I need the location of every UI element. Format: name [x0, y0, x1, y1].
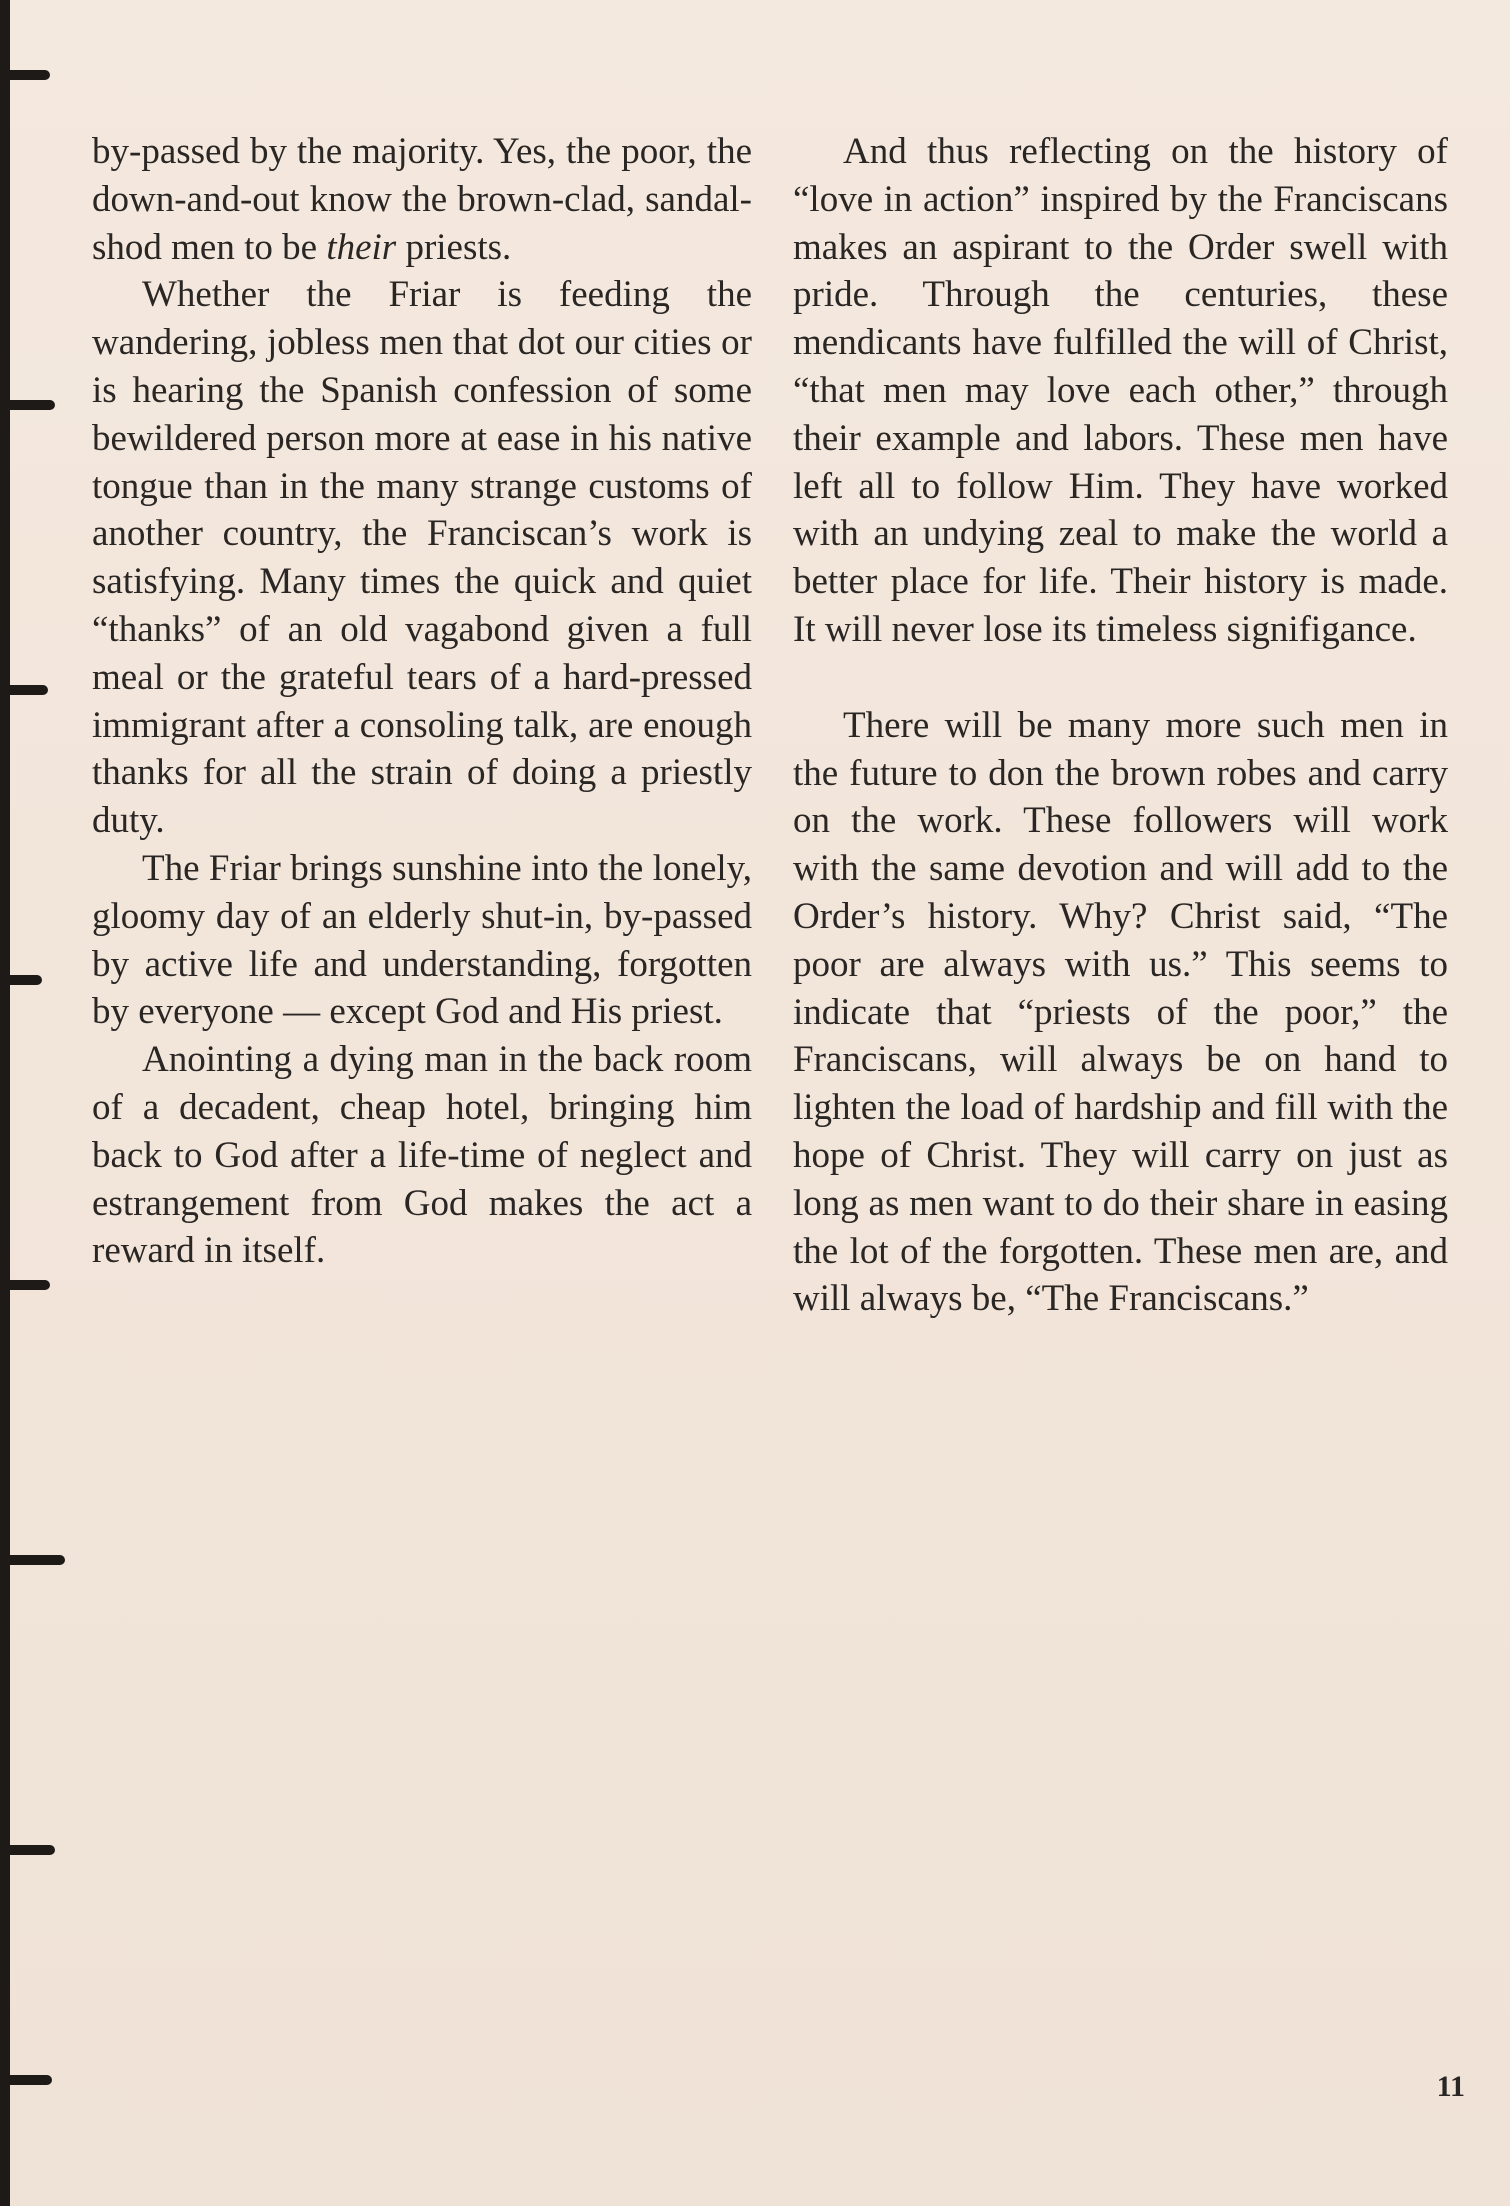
binding-edge — [0, 0, 10, 2206]
page-number: 11 — [1436, 2070, 1465, 2103]
binding-mark — [0, 400, 55, 410]
paragraph: And thus reflecting on the history of “love in action” inspired by the Franciscans makes an aspirant to the Order swell with pride. Through the centuries, these mendicants have fulfilled the will of Christ, “that men may love each other,” through their example and labors. These men have left all to follow Him. They have worked with an undying zeal to make the world a better place for life. Their history is made. It will never lose its timeless signifigance. — [793, 131, 1448, 650]
paragraph: The Friar brings sunshine into the lonely, gloomy day of an elderly shut-in, by-passed by active life and understanding, forgotten by everyone — except God and His priest. — [92, 847, 752, 1033]
paragraph: There will be many more such men in the future to don the brown robes and carry on the work. These followers will work with the same devotion and will add to the Order’s history. Why? Christ said, “The poor are always with us.” This seems to indicate that “priests of the poor,” the Franciscans, will always be on hand to lighten the load of hardship and fill with the hope of Christ. They will carry on just as long as men want to do their share in easing the lot of the forgotten. These men are, and will always be, “The Franciscans.” — [793, 704, 1448, 1320]
binding-mark — [0, 2075, 52, 2085]
paragraph-text: priests. — [396, 226, 512, 268]
binding-mark — [0, 975, 42, 985]
binding-mark — [0, 1280, 50, 1290]
binding-mark — [0, 685, 48, 695]
emphasis-text: their — [326, 226, 397, 268]
right-column — [793, 128, 1448, 1323]
binding-mark — [0, 70, 50, 80]
paragraph: Anointing a dying man in the back room of a decadent, cheap hotel, bringing him back to God after a life-time of neglect and estrangement from God makes the act a reward in itself. — [92, 1039, 752, 1272]
paragraph: Whether the Friar is feeding the wandering, jobless men that dot our cities or is hearing the Spanish confession of some bewildered person more at ease in his native tongue than in the many strange customs of another country, the Franciscan’s work is satisfying. Many times the quick and quiet “thanks” of an old vagabond given a full meal or the grateful tears of a hard-pressed immigrant after a consoling talk, are enough thanks for all the strain of doing a priestly duty. — [92, 274, 752, 842]
binding-mark — [0, 1845, 55, 1855]
left-column — [92, 128, 752, 1275]
paragraph — [92, 128, 752, 271]
binding-mark — [0, 1555, 65, 1565]
paragraph-text: by-passed by the majority. Yes, the poor, the down-and-out know the brown-clad, sandal-shod men to be — [92, 131, 752, 268]
